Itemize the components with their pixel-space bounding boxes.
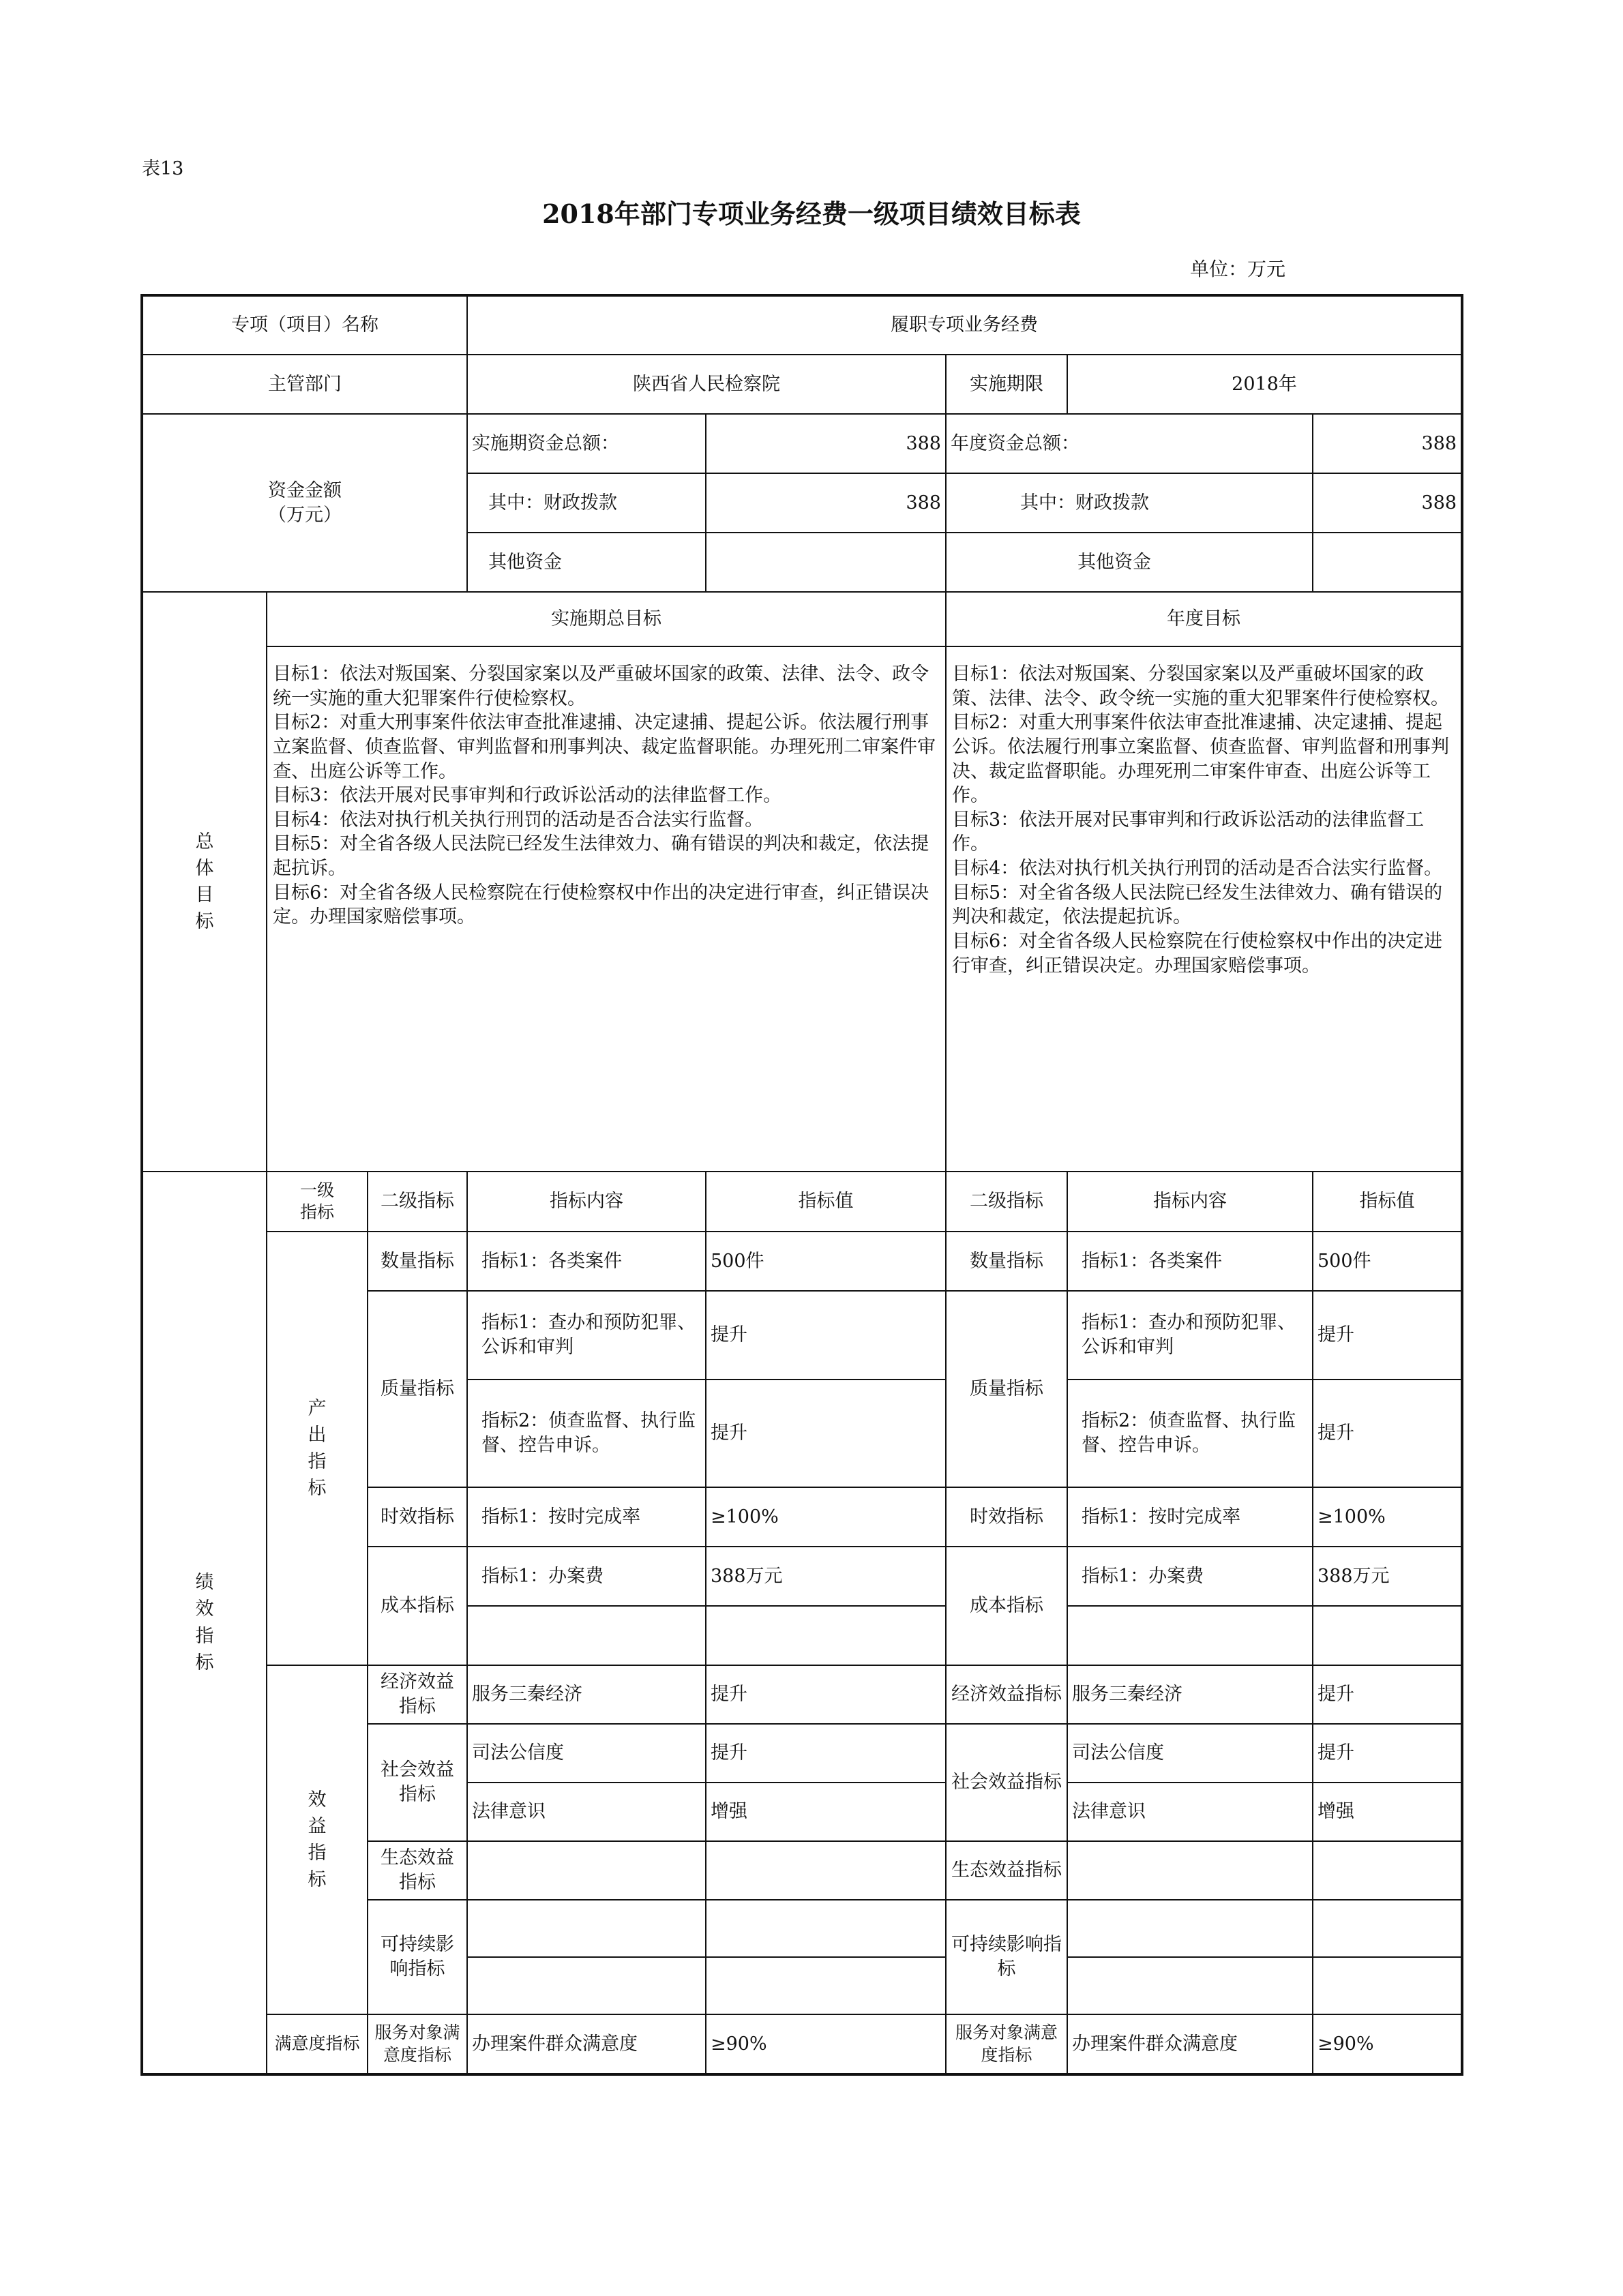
annual-goal-text: 目标1：依法对叛国案、分裂国家案以及严重破坏国家的政策、法律、法令、政令统一实施的重大犯罪案件行使检察权。 目标2：对重大刑事案件依法审查批准逮捕、决定逮捕、提起公诉。依法履行刑事立案监督、侦查监督、审判监督和刑事判决、裁定监督职能。办理死刑二审案件审查、出庭公诉等工作。 目标3：依法开展对民事审判和行政诉讼活动的法律监督工作。 目标4：依法对执行机关执行刑罚的活动是否合法实行监督。 目标5：对全省各级人民法院已经发生法律效力、确有错误的判决和裁定，依法提起抗诉。 目标6：对全省各级人民检察院在行使检察权中作出的决定进行审查，纠正错误决定。办理国家赔偿事项。 bbox=[946, 646, 1462, 1172]
cost-content: 指标1：办案费 bbox=[467, 1547, 706, 1606]
unit-label: 单位：万元 bbox=[1190, 258, 1286, 280]
social-content-2: 法律意识 bbox=[467, 1783, 706, 1841]
quantity-content: 指标1：各类案件 bbox=[467, 1232, 706, 1291]
funds-label-line2: （万元） bbox=[268, 504, 342, 526]
quality-value-2: 提升 bbox=[706, 1380, 946, 1487]
total-funds-value: 388 bbox=[706, 414, 946, 473]
ecological-content bbox=[467, 1841, 706, 1900]
cost-name: 成本指标 bbox=[368, 1547, 467, 1665]
header-value: 指标值 bbox=[706, 1172, 946, 1232]
sustainable-value-1-right bbox=[1313, 1900, 1462, 1957]
sustainable-value-2 bbox=[706, 1957, 946, 2014]
cost-empty-content-right bbox=[1067, 1606, 1313, 1665]
economic-value-right: 提升 bbox=[1313, 1665, 1462, 1724]
sustainable-content-2-right bbox=[1067, 1957, 1313, 2014]
period-value: 2018年 bbox=[1067, 355, 1462, 414]
quality-name: 质量指标 bbox=[368, 1291, 467, 1487]
cost-value: 388万元 bbox=[706, 1547, 946, 1606]
quality-content-1-right: 指标1：查办和预防犯罪、公诉和审判 bbox=[1067, 1291, 1313, 1380]
page-title: 2018年部门专项业务经费一级项目绩效目标表 bbox=[542, 198, 1081, 229]
header-level2-right: 二级指标 bbox=[946, 1172, 1067, 1232]
social-name-right: 社会效益指标 bbox=[946, 1724, 1067, 1841]
annual-other-value bbox=[1313, 533, 1462, 592]
funds-label-line1: 资金金额 bbox=[268, 479, 342, 501]
fiscal-label: 其中：财政拨款 bbox=[467, 473, 706, 533]
social-value-1: 提升 bbox=[706, 1724, 946, 1783]
sustainable-name: 可持续影响指标 bbox=[368, 1900, 467, 2014]
sustainable-content-1 bbox=[467, 1900, 706, 1957]
benefit-indicator-label: 效 益 指 标 bbox=[267, 1665, 368, 2014]
economic-content-right: 服务三秦经济 bbox=[1067, 1665, 1313, 1724]
header-value-right: 指标值 bbox=[1313, 1172, 1462, 1232]
output-indicator-label: 产 出 指 标 bbox=[267, 1232, 368, 1665]
ecological-name: 生态效益指标 bbox=[368, 1841, 467, 1900]
service-value-right: ≥90% bbox=[1313, 2014, 1462, 2074]
timeliness-value: ≥100% bbox=[706, 1487, 946, 1547]
ecological-name-right: 生态效益指标 bbox=[946, 1841, 1067, 1900]
impl-goal-header: 实施期总目标 bbox=[267, 592, 946, 646]
quantity-name: 数量指标 bbox=[368, 1232, 467, 1291]
sustainable-name-right: 可持续影响指标 bbox=[946, 1900, 1067, 2014]
project-name-label: 专项（项目）名称 bbox=[142, 295, 467, 355]
social-value-2-right: 增强 bbox=[1313, 1783, 1462, 1841]
period-label: 实施期限 bbox=[946, 355, 1067, 414]
service-name: 服务对象满意度指标 bbox=[368, 2014, 467, 2074]
service-content-right: 办理案件群众满意度 bbox=[1067, 2014, 1313, 2074]
funds-label bbox=[142, 414, 467, 592]
social-name: 社会效益指标 bbox=[368, 1724, 467, 1841]
service-name-right: 服务对象满意度指标 bbox=[946, 2014, 1067, 2074]
social-value-2: 增强 bbox=[706, 1783, 946, 1841]
cost-empty-content bbox=[467, 1606, 706, 1665]
quality-content-2-right: 指标2：侦查监督、执行监督、控告申诉。 bbox=[1067, 1380, 1313, 1487]
timeliness-name: 时效指标 bbox=[368, 1487, 467, 1547]
economic-value: 提升 bbox=[706, 1665, 946, 1724]
annual-fiscal-value: 388 bbox=[1313, 473, 1462, 533]
sustainable-content-1-right bbox=[1067, 1900, 1313, 1957]
economic-name: 经济效益指标 bbox=[368, 1665, 467, 1724]
sustainable-value-2-right bbox=[1313, 1957, 1462, 2014]
timeliness-name-right: 时效指标 bbox=[946, 1487, 1067, 1547]
quantity-value: 500件 bbox=[706, 1232, 946, 1291]
quantity-content-right: 指标1：各类案件 bbox=[1067, 1232, 1313, 1291]
total-funds-label: 实施期资金总额： bbox=[467, 414, 706, 473]
annual-goal-header: 年度目标 bbox=[946, 592, 1462, 646]
table-number: 表13 bbox=[142, 158, 184, 179]
overall-goal-section: 总 体 目 标 bbox=[142, 592, 267, 1172]
header-content: 指标内容 bbox=[467, 1172, 706, 1232]
cost-content-right: 指标1：办案费 bbox=[1067, 1547, 1313, 1606]
cost-value-right: 388万元 bbox=[1313, 1547, 1462, 1606]
header-level2: 二级指标 bbox=[368, 1172, 467, 1232]
social-content-2-right: 法律意识 bbox=[1067, 1783, 1313, 1841]
cost-empty-value-right bbox=[1313, 1606, 1462, 1665]
social-content-1-right: 司法公信度 bbox=[1067, 1724, 1313, 1783]
other-funds-value bbox=[706, 533, 946, 592]
performance-section: 绩 效 指 标 bbox=[142, 1172, 267, 2074]
annual-fiscal-label: 其中：财政拨款 bbox=[946, 473, 1313, 533]
project-name-value: 履职专项业务经费 bbox=[467, 295, 1462, 355]
social-value-1-right: 提升 bbox=[1313, 1724, 1462, 1783]
economic-name-right: 经济效益指标 bbox=[946, 1665, 1067, 1724]
quality-value-1-right: 提升 bbox=[1313, 1291, 1462, 1380]
header-level1: 一级 指标 bbox=[267, 1172, 368, 1232]
quality-content-2: 指标2：侦查监督、执行监督、控告申诉。 bbox=[467, 1380, 706, 1487]
social-content-1: 司法公信度 bbox=[467, 1724, 706, 1783]
cost-empty-value bbox=[706, 1606, 946, 1665]
other-funds-label: 其他资金 bbox=[467, 533, 706, 592]
annual-total-label: 年度资金总额： bbox=[946, 414, 1313, 473]
ecological-value-right bbox=[1313, 1841, 1462, 1900]
service-content: 办理案件群众满意度 bbox=[467, 2014, 706, 2074]
header-content-right: 指标内容 bbox=[1067, 1172, 1313, 1232]
timeliness-content-right: 指标1：按时完成率 bbox=[1067, 1487, 1313, 1547]
ecological-value bbox=[706, 1841, 946, 1900]
dept-label: 主管部门 bbox=[142, 355, 467, 414]
sustainable-content-2 bbox=[467, 1957, 706, 2014]
service-value: ≥90% bbox=[706, 2014, 946, 2074]
satisfaction-label: 满意度指标 bbox=[267, 2014, 368, 2074]
ecological-content-right bbox=[1067, 1841, 1313, 1900]
annual-total-value: 388 bbox=[1313, 414, 1462, 473]
sustainable-value-1 bbox=[706, 1900, 946, 1957]
dept-value: 陕西省人民检察院 bbox=[467, 355, 946, 414]
quality-value-2-right: 提升 bbox=[1313, 1380, 1462, 1487]
timeliness-value-right: ≥100% bbox=[1313, 1487, 1462, 1547]
economic-content: 服务三秦经济 bbox=[467, 1665, 706, 1724]
cost-name-right: 成本指标 bbox=[946, 1547, 1067, 1665]
quantity-value-right: 500件 bbox=[1313, 1232, 1462, 1291]
performance-target-table bbox=[140, 294, 1463, 2076]
quantity-name-right: 数量指标 bbox=[946, 1232, 1067, 1291]
quality-content-1: 指标1：查办和预防犯罪、公诉和审判 bbox=[467, 1291, 706, 1380]
impl-goal-text: 目标1：依法对叛国案、分裂国家案以及严重破坏国家的政策、法律、法令、政令统一实施的重大犯罪案件行使检察权。 目标2：对重大刑事案件依法审查批准逮捕、决定逮捕、提起公诉。依法履行刑事立案监督、侦查监督、审判监督和刑事判决、裁定监督职能。办理死刑二审案件审查、出庭公诉等工作。 目标3：依法开展对民事审判和行政诉讼活动的法律监督工作。 目标4：依法对执行机关执行刑罚的活动是否合法实行监督。 目标5：对全省各级人民法院已经发生法律效力、确有错误的判决和裁定，依法提起抗诉。 目标6：对全省各级人民检察院在行使检察权中作出的决定进行审查，纠正错误决定。办理国家赔偿事项。 bbox=[267, 646, 946, 1172]
quality-value-1: 提升 bbox=[706, 1291, 946, 1380]
fiscal-value: 388 bbox=[706, 473, 946, 533]
quality-name-right: 质量指标 bbox=[946, 1291, 1067, 1487]
annual-other-label: 其他资金 bbox=[946, 533, 1313, 592]
timeliness-content: 指标1：按时完成率 bbox=[467, 1487, 706, 1547]
